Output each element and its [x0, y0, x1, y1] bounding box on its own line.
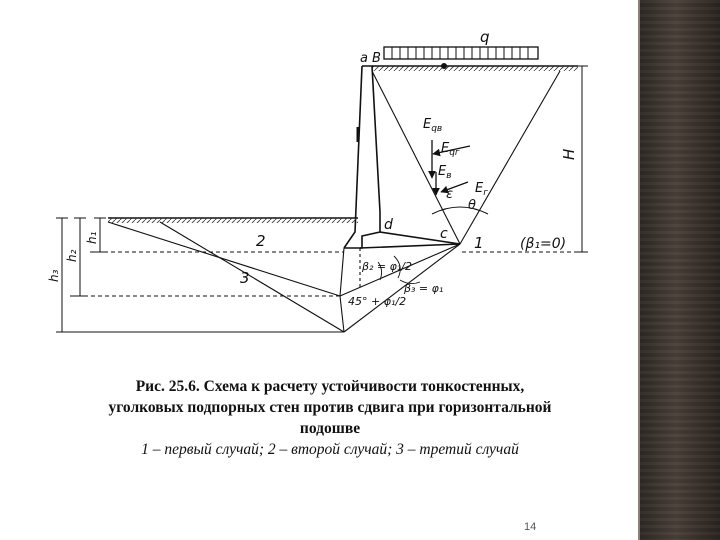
caption-legend: 1 – первый случай; 2 – второй случай; 3 – третий случай — [141, 441, 519, 458]
label-beta1: (β₁=0) — [520, 236, 567, 252]
caption-line-1: Рис. 25.6. Схема к расчету устойчивости тонкостенных, — [135, 378, 525, 395]
label-a: a — [360, 51, 368, 66]
lower-ground-surface — [108, 218, 358, 223]
figure-caption — [60, 376, 600, 460]
label-case-2: 2 — [256, 232, 266, 250]
caption-line-3: подошве — [299, 420, 361, 437]
label-theta: θ — [468, 198, 476, 213]
label-case-3: 3 — [240, 269, 250, 287]
label-H: H — [560, 148, 578, 160]
label-45: 45° + φ₁/2 — [348, 295, 407, 308]
decorative-side-band — [640, 0, 720, 540]
label-Eqv: $E_{qв}$ — [423, 117, 443, 134]
label-case-1: 1 — [474, 234, 484, 252]
label-Eqg: $E_{qг}$ — [441, 141, 460, 158]
label-h1: h₁ — [85, 231, 99, 244]
retaining-wall — [344, 66, 460, 248]
label-Eg: $E_г$ — [475, 181, 488, 198]
caption-line-2: уголковых подпорных стен против сдвига при горизонтальной — [108, 399, 552, 416]
label-q: q — [480, 28, 490, 46]
label-h2: h₂ — [65, 249, 79, 262]
label-beta2: β₂ = φ₁/2 — [362, 260, 413, 273]
label-c: c — [440, 226, 448, 242]
label-epsilon: ε — [446, 187, 454, 202]
sliding-wedge-lines — [60, 66, 560, 332]
label-B: B — [372, 51, 381, 66]
label-d: d — [384, 217, 393, 233]
label-h3: h₃ — [47, 269, 61, 282]
label-beta3: β₃ = φ₁ — [404, 282, 444, 295]
upper-ground-surface — [372, 66, 578, 71]
surcharge-load-q — [384, 28, 538, 69]
label-Ev: $E_в$ — [438, 164, 452, 181]
page-number: 14 — [524, 521, 537, 533]
